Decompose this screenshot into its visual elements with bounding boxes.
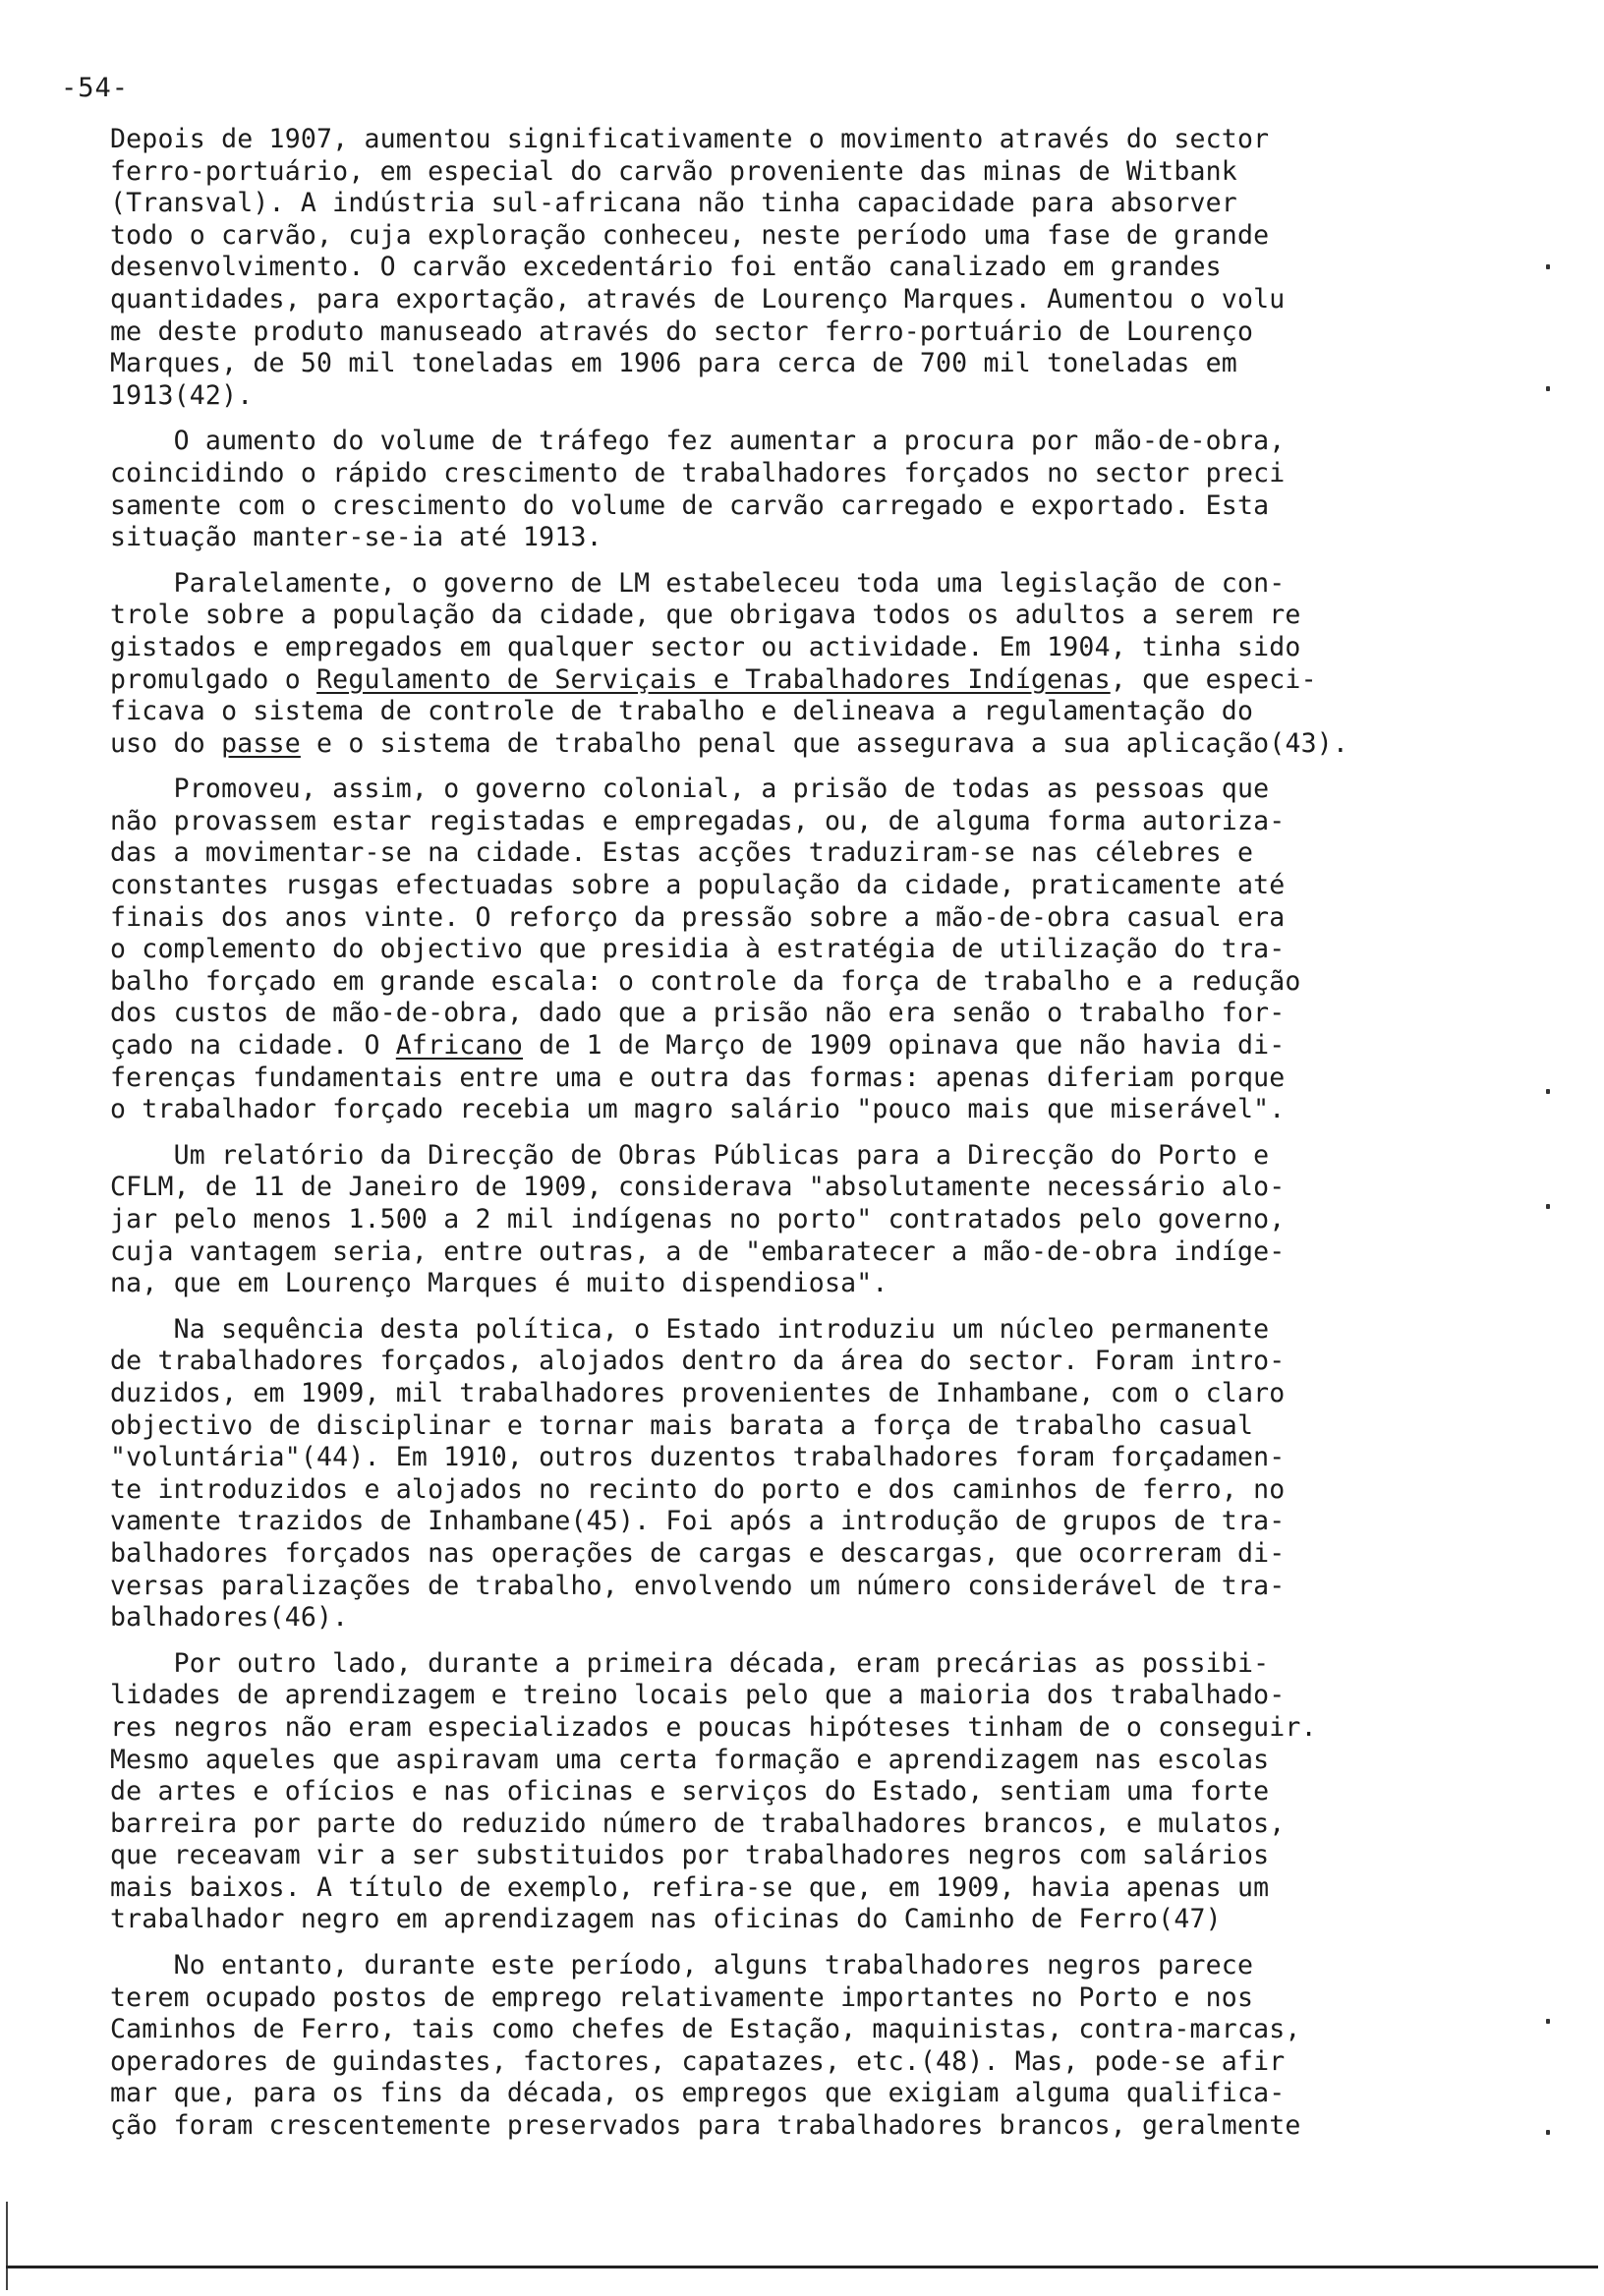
text-line: terem ocupado postos de emprego relativamente importantes no Porto e nos <box>110 1981 1254 2013</box>
text-line: versas paralizações de trabalho, envolvendo um número considerável de tra- <box>110 1570 1286 1601</box>
text-line: balhadores forçados nas operações de cargas e descargas, que ocorreram di- <box>110 1537 1286 1569</box>
paragraph <box>110 1648 1447 1936</box>
paragraph <box>110 1140 1447 1300</box>
text-line: mar que, para os fins da década, os empregos que exigiam alguma qualifica- <box>110 2078 1286 2109</box>
scan-edge-mark <box>6 2202 8 2290</box>
text-line: trole sobre a população da cidade, que obrigava todos os adultos a serem re <box>110 600 1301 631</box>
text-line: Um relatório da Direcção de Obras Públicas para a Direcção do Porto e <box>110 1139 1270 1171</box>
text-line: te introduzidos e alojados no recinto do porto e dos caminhos de ferro, no <box>110 1473 1286 1505</box>
underlined-title: Regulamento de Serviçais e Trabalhadores Indígenas <box>316 663 1111 695</box>
text-line: Marques, de 50 mil toneladas em 1906 para cerca de 700 mil toneladas em <box>110 348 1237 379</box>
text-line: No entanto, durante este período, alguns trabalhadores negros parece <box>110 1950 1254 1981</box>
text-line: de artes e ofícios e nas oficinas e serviços do Estado, sentiam uma forte <box>110 1776 1270 1808</box>
text-line: não provassem estar registadas e empregadas, ou, de alguma forma autoriza- <box>110 805 1286 836</box>
underlined-term: passe <box>221 727 301 759</box>
underlined-newspaper: Africano <box>395 1030 524 1062</box>
text-line: ção foram crescentemente preservados para trabalhadores brancos, geralmente <box>110 2110 1301 2142</box>
text-line: cuja vantagem seria, entre outras, a de "embaratecer a mão-de-obra indíge- <box>110 1235 1286 1267</box>
text-line: ferenças fundamentais entre uma e outra das formas: apenas diferiam porque <box>110 1062 1286 1093</box>
paragraph <box>110 426 1447 553</box>
page-number: -54- <box>61 73 130 103</box>
text-line: (Transval). A indústria sul-africana não tinha capacidade para absorver <box>110 188 1237 219</box>
text-line: 1913(42). <box>110 379 254 411</box>
text-line: "voluntária"(44). Em 1910, outros duzentos trabalhadores foram forçadamen- <box>110 1442 1286 1473</box>
text-line: constantes rusgas efectuadas sobre a população da cidade, praticamente até <box>110 870 1286 901</box>
paragraph <box>110 1314 1447 1635</box>
text-line: o complemento do objectivo que presidia à estratégia de utilização do tra- <box>110 934 1286 965</box>
text-line: mais baixos. A título de exemplo, refira-se que, em 1909, havia apenas um <box>110 1871 1270 1903</box>
text-line: Na sequência desta política, o Estado introduziu um núcleo permanente <box>110 1313 1270 1345</box>
text-line: todo o carvão, cuja exploração conheceu, neste período uma fase de grande <box>110 219 1270 251</box>
text-line: balho forçado em grande escala: o controle da força de trabalho e a redução <box>110 965 1301 997</box>
text-line: operadores de guindastes, factores, capatazes, etc.(48). Mas, pode-se afir <box>110 2045 1286 2077</box>
text-line: gistados e empregados em qualquer sector ou actividade. Em 1904, tinha sido <box>110 631 1301 662</box>
body-text <box>110 124 1447 2156</box>
text-line: Caminhos de Ferro, tais como chefes de Estação, maquinistas, contra-marcas, <box>110 2014 1301 2045</box>
text-line: dos custos de mão-de-obra, dado que a prisão não era senão o trabalho for- <box>110 998 1286 1029</box>
text-line: de trabalhadores forçados, alojados dentro da área do sector. Foram intro- <box>110 1346 1286 1377</box>
text-line: jar pelo menos 1.500 a 2 mil indígenas no porto" contratados pelo governo, <box>110 1204 1286 1234</box>
margin-mark <box>1546 2130 1550 2135</box>
margin-mark <box>1546 1089 1550 1094</box>
text-line: barreira por parte do reduzido número de trabalhadores brancos, e mulatos, <box>110 1808 1286 1839</box>
margin-mark <box>1546 386 1550 391</box>
text-line: çado na cidade. O Africano de 1 de Março de 1909 opinava que não havia di- <box>110 1030 1286 1062</box>
text-line: das a movimentar-se na cidade. Estas acções traduziram-se nas célebres e <box>110 837 1254 869</box>
text-line: Mesmo aqueles que aspiravam uma certa formação e aprendizagem nas escolas <box>110 1744 1270 1775</box>
bottom-rule <box>6 2266 1598 2268</box>
margin-mark <box>1546 2019 1550 2024</box>
paragraph <box>110 774 1447 1126</box>
text-line: CFLM, de 11 de Janeiro de 1909, considerava "absolutamente necessário alo- <box>110 1172 1286 1203</box>
paragraph <box>110 568 1447 761</box>
text-line: coincidindo o rápido crescimento de trabalhadores forçados no sector preci <box>110 457 1286 488</box>
text-line: ficava o sistema de controle de trabalho e delineava a regulamentação do <box>110 696 1254 727</box>
text-line: desenvolvimento. O carvão excedentário foi então canalizado em grandes <box>110 252 1222 283</box>
text-line: promulgado o Regulamento de Serviçais e Trabalhadores Indígenas, que especi- <box>110 663 1317 695</box>
text-line: samente com o crescimento do volume de carvão carregado e exportado. Esta <box>110 489 1270 521</box>
text-line: res negros não eram especializados e poucas hipóteses tinham de o conseguir. <box>110 1711 1317 1743</box>
text-line: quantidades, para exportação, através de Lourenço Marques. Aumentou o volu <box>110 283 1286 315</box>
text-line: Por outro lado, durante a primeira década, eram precárias as possibi- <box>110 1647 1270 1679</box>
text-line: vamente trazidos de Inhambane(45). Foi após a introdução de grupos de tra- <box>110 1506 1286 1537</box>
text-line: Depois de 1907, aumentou significativamente o movimento através do sector <box>110 124 1270 154</box>
margin-mark <box>1546 264 1550 269</box>
text-line: na, que em Lourenço Marques é muito dispendiosa". <box>110 1268 888 1299</box>
text-line: ferro-portuário, em especial do carvão proveniente das minas de Witbank <box>110 155 1237 187</box>
margin-mark <box>1546 1204 1550 1209</box>
text-line: situação manter-se-ia até 1913. <box>110 522 602 553</box>
text-line: o trabalhador forçado recebia um magro salário "pouco mais que miserável". <box>110 1094 1286 1125</box>
text-line: balhadores(46). <box>110 1602 349 1634</box>
text-line: Promoveu, assim, o governo colonial, a prisão de todas as pessoas que <box>110 774 1270 805</box>
text-line: lidades de aprendizagem e treino locais pelo que a maioria dos trabalhado- <box>110 1680 1286 1711</box>
paragraph <box>110 124 1447 412</box>
text-line: me deste produto manuseado através do sector ferro-portuário de Lourenço <box>110 316 1254 347</box>
text-line: O aumento do volume de tráfego fez aumentar a procura por mão-de-obra, <box>110 426 1286 457</box>
text-line: duzidos, em 1909, mil trabalhadores provenientes de Inhambane, com o claro <box>110 1377 1286 1408</box>
text-line: Paralelamente, o governo de LM estabeleceu toda uma legislação de con- <box>110 567 1286 599</box>
text-line: que receavam vir a ser substituidos por trabalhadores negros com salários <box>110 1840 1270 1871</box>
paragraph <box>110 1950 1447 2143</box>
text-line: objectivo de disciplinar e tornar mais barata a força de trabalho casual <box>110 1409 1254 1441</box>
text-line: uso do passe e o sistema de trabalho penal que assegurava a sua aplicação(43). <box>110 727 1349 759</box>
text-line: finais dos anos vinte. O reforço da pressão sobre a mão-de-obra casual era <box>110 901 1286 933</box>
text-line: trabalhador negro em aprendizagem nas oficinas do Caminho de Ferro(47) <box>110 1904 1222 1935</box>
